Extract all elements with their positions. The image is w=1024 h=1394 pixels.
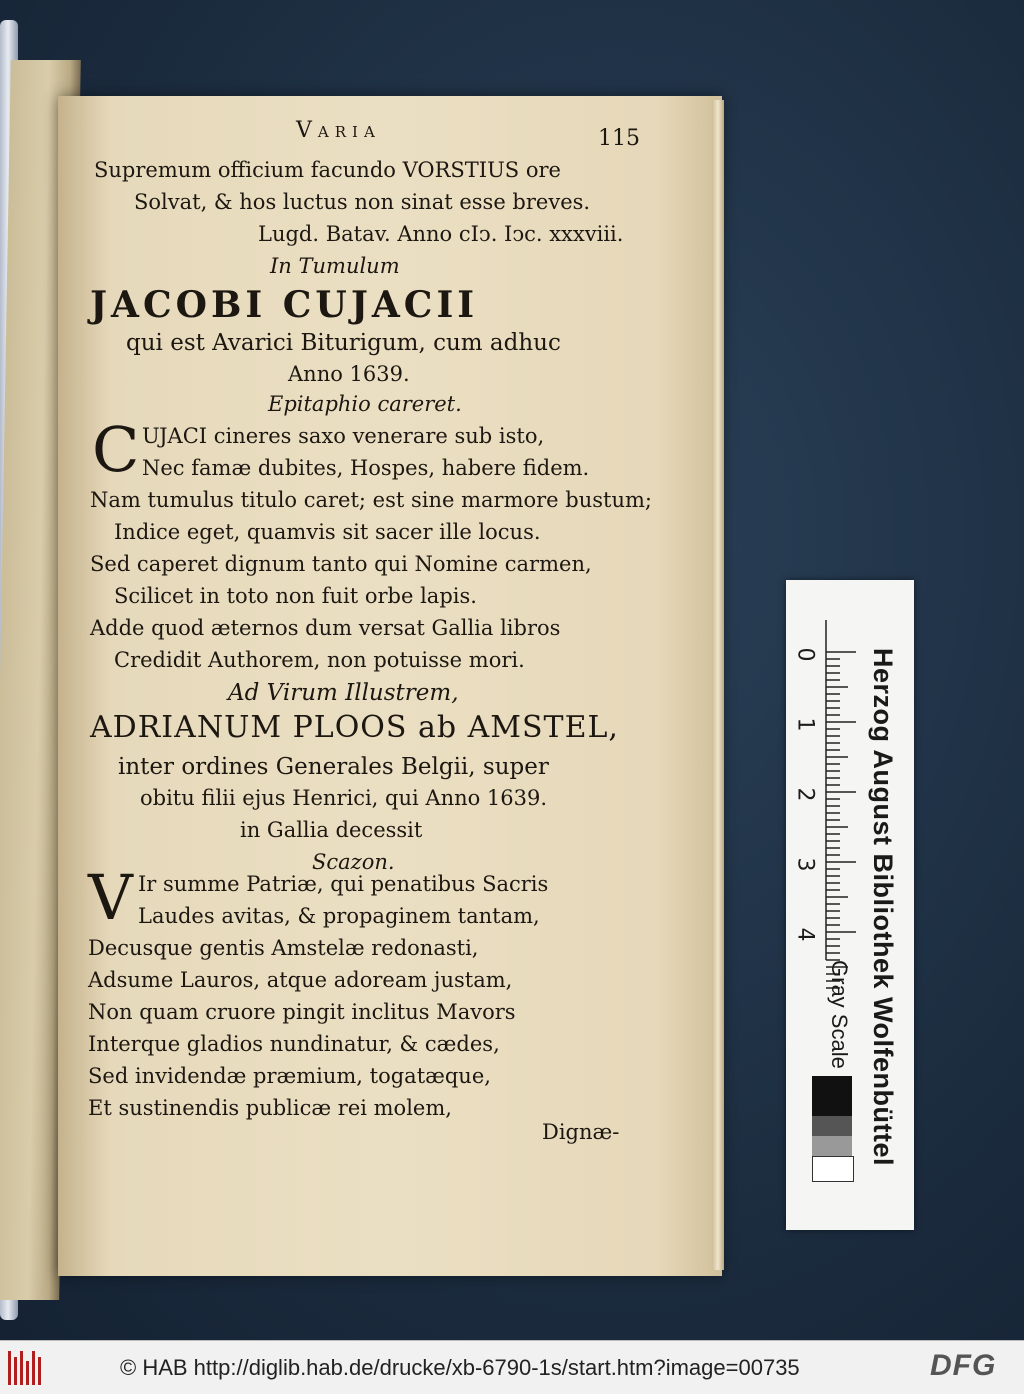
footer-bar: [0, 1340, 1024, 1394]
text-line: Adde quod æternos dum versat Gallia libros: [90, 616, 561, 640]
text-line: Indice eget, quamvis sit sacer ille locus.: [114, 520, 541, 544]
ruler-digit: 0: [792, 647, 818, 662]
text-line: qui est Avarici Biturigum, cum adhuc: [126, 330, 561, 356]
text-line: In Tumulum: [270, 254, 400, 278]
heading-name: ADRIANUM PLOOS ab AMSTEL,: [90, 710, 619, 745]
text-line: Sed caperet dignum tanto qui Nomine carmen,: [90, 552, 592, 576]
text-line: Ad Virum Illustrem,: [228, 680, 459, 706]
text-line: Et sustinendis publicæ rei molem,: [88, 1096, 452, 1120]
gray-swatch-black: [812, 1076, 852, 1116]
text-line: Nec famæ dubites, Hospes, habere fidem.: [142, 456, 590, 480]
text-line: Lugd. Batav. Anno cIↄ. Iↄc. xxxviii.: [258, 222, 624, 246]
dfg-logo: DFG: [930, 1349, 997, 1382]
text-line: UJACI cineres saxo venerare sub isto,: [142, 424, 545, 448]
text-line: Adsume Lauros, atque adoream justam,: [88, 968, 513, 992]
text-line: Scazon.: [312, 850, 395, 874]
page-text: [58, 96, 722, 1276]
text-line: Supremum officium facundo VORSTIUS ore: [94, 158, 561, 182]
text-line: Solvat, & hos luctus non sinat esse breves.: [134, 190, 591, 214]
text-line: Scilicet in toto non fuit orbe lapis.: [114, 584, 477, 608]
gray-scale-label: Gray Scale: [827, 960, 852, 1069]
text-line: Non quam cruore pingit inclitus Mavors: [88, 1000, 516, 1024]
book-page: [58, 96, 722, 1276]
ruler-digit: 3: [792, 857, 818, 872]
text-line: Anno 1639.: [288, 362, 410, 386]
text-line: Ir summe Patriæ, qui penatibus Sacris: [138, 872, 549, 896]
text-line: inter ordines Generales Belgii, super: [118, 754, 549, 780]
page-edge: [712, 100, 724, 1270]
gray-swatch-dark: [812, 1116, 852, 1136]
ruler-digit: 4: [792, 927, 818, 942]
scale-ruler: [786, 580, 914, 1230]
hab-logo-icon: [8, 1351, 46, 1385]
gray-swatch-mid: [812, 1136, 852, 1156]
text-line: Decusque gentis Amstelæ redonasti,: [88, 936, 479, 960]
drop-cap: C: [92, 413, 140, 486]
text-line: in Gallia decessit: [240, 818, 423, 842]
page-number: 115: [598, 126, 640, 151]
running-head: Varia: [296, 118, 381, 143]
text-line: Epitaphio careret.: [268, 392, 462, 416]
catchword: Dignæ-: [542, 1120, 620, 1144]
text-line: Interque gladios nundinatur, & cædes,: [88, 1032, 500, 1056]
text-line: Credidit Authorem, non potuisse mori.: [114, 648, 525, 672]
text-line: Laudes avitas, & propaginem tantam,: [138, 904, 540, 928]
ruler-brand: Herzog August Bibliothek Wolfenbüttel: [868, 648, 898, 1166]
text-line: Nam tumulus titulo caret; est sine marmore bustum;: [90, 488, 652, 512]
text-line: Sed invidendæ præmium, togatæque,: [88, 1064, 491, 1088]
gray-swatch-white: [812, 1156, 854, 1182]
ruler-digit: 2: [792, 787, 818, 802]
footer-source-link[interactable]: © HAB http://diglib.hab.de/drucke/xb-6790-1s/start.htm?image=00735: [120, 1355, 800, 1380]
text-line: obitu filii ejus Henrici, qui Anno 1639.: [140, 786, 548, 810]
heading-name: JACOBI CUJACII: [90, 284, 479, 326]
drop-cap: V: [88, 861, 133, 934]
ruler-digit: 1: [792, 717, 818, 732]
